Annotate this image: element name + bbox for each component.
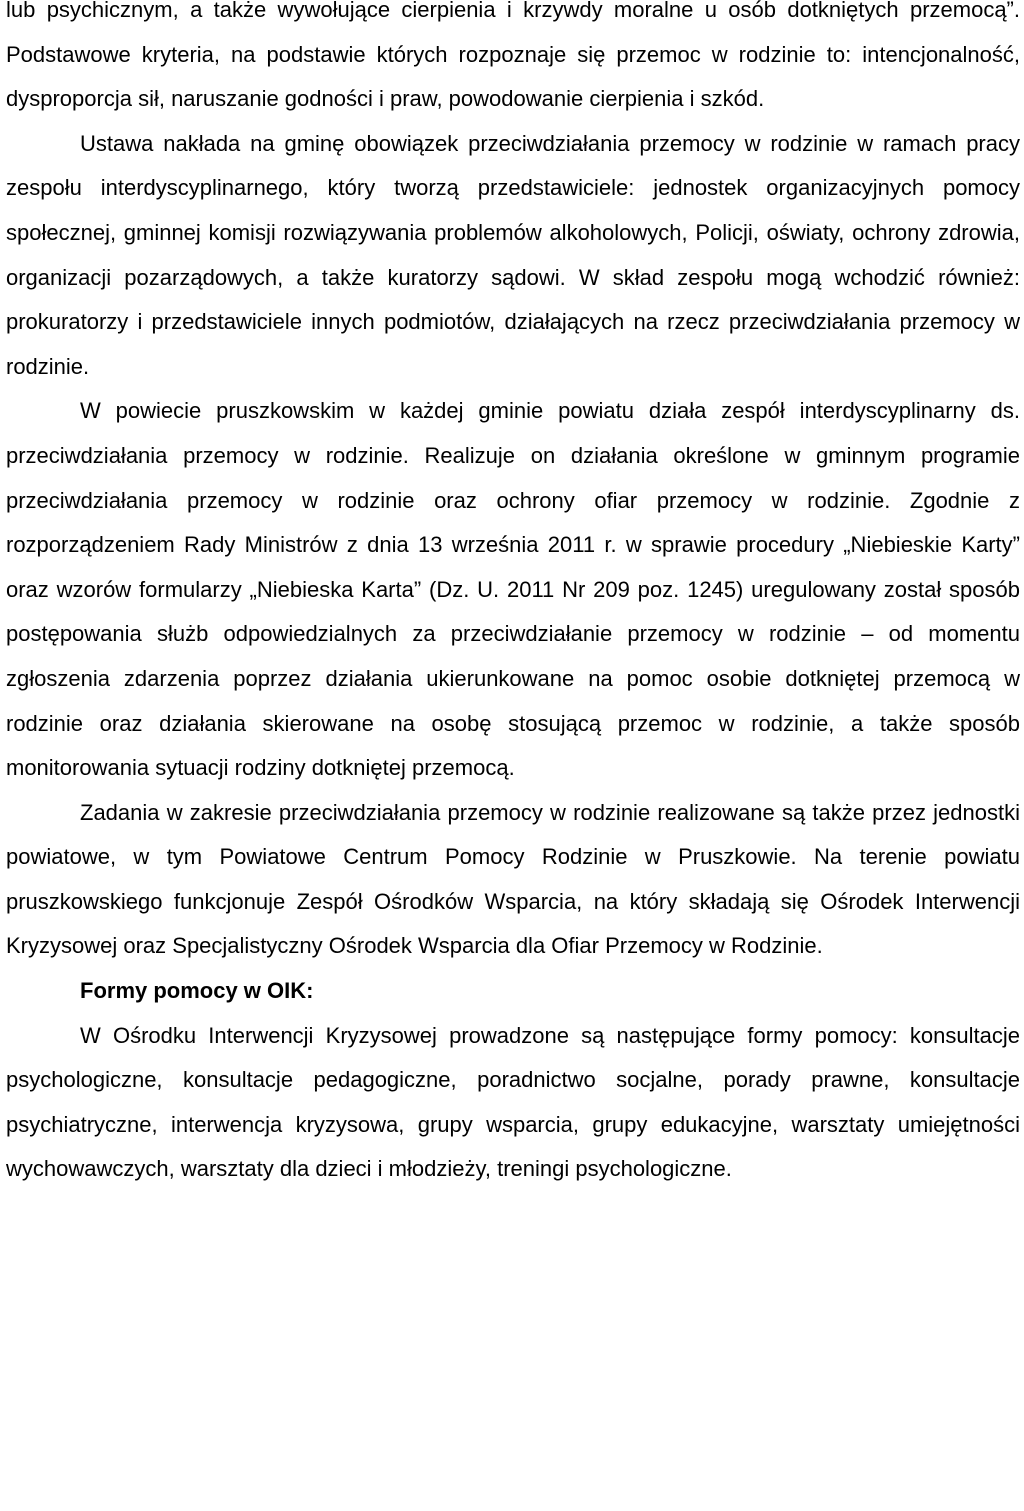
paragraph-zadania: Zadania w zakresie przeciwdziałania przemocy w rodzinie realizowane są także przez jednostki powiatowe, w tym Powiatowe Centrum Pomocy Rodzinie w Pruszkowie. Na terenie powiatu pruszkowskiego funkcjonuje Zespół Ośrodków Wsparcia, na który składają się Ośrodek Interwencji Kryzysowej oraz Specjalistyczny Ośrodek Wsparcia dla Ofiar Przemocy w Rodzinie. [6,799,1020,959]
paragraph-formy-pomocy: W Ośrodku Interwencji Kryzysowej prowadzone są następujące formy pomocy: konsultacje psychologiczne, konsultacje pedagogiczne, poradnictwo socjalne, porady prawne, konsultacje psychiatryczne, interwencja kryzysowa, grupy wsparcia, grupy edukacyjne, warsztaty umiejętności wychowawczych, warsztaty dla dzieci i młodzieży, treningi psychologiczne. [6,1022,1020,1182]
paragraph-powiat: W powiecie pruszkowskim w każdej gminie powiatu działa zespół interdyscyplinarny ds. przeciwdziałania przemocy w rodzinie. Realizuje on działania określone w gminnym programie przeciwdziałania przemocy w rodzinie oraz ochrony ofiar przemocy w rodzinie. Zgodnie z rozporządzeniem Rady Ministrów z dnia 13 września 2011 r. w sprawie procedury „Niebieskie Karty” oraz wzorów formularzy „Niebieska Karta” (Dz. U. 2011 Nr 209 poz. 1245) uregulowany został sposób postępowania służb odpowiedzialnych za przeciwdziałanie przemocy w rodzinie – od momentu zgłoszenia zdarzenia poprzez działania ukierunkowane na pomoc osobie dotkniętej przemocą w rodzinie oraz działania skierowane na osobę stosującą przemoc w rodzinie, a także sposób monitorowania sytuacji rodziny dotkniętej przemocą. [6,398,1020,781]
document-page [6,0,1020,1192]
paragraph-continuation: lub psychicznym, a także wywołujące cierpienia i krzywdy moralne u osób dotkniętych przemocą”. Podstawowe kryteria, na podstawie których rozpoznaje się przemoc w rodzinie to: intencjonalność, dysproporcja sił, naruszanie godności i praw, powodowanie cierpienia i szkód. [6,0,1020,112]
paragraph-ustawa: Ustawa nakłada na gminę obowiązek przeciwdziałania przemocy w rodzinie w ramach pracy zespołu interdyscyplinarnego, który tworzą przedstawiciele: jednostek organizacyjnych pomocy społecznej, gminnej komisji rozwiązywania problemów alkoholowych, Policji, oświaty, ochrony zdrowia, organizacji pozarządowych, a także kuratorzy sądowi. W skład zespołu mogą wchodzić również: prokuratorzy i przedstawiciele innych podmiotów, działających na rzecz przeciwdziałania przemocy w rodzinie. [6,130,1020,379]
section-heading: Formy pomocy w OIK: [80,978,314,1004]
